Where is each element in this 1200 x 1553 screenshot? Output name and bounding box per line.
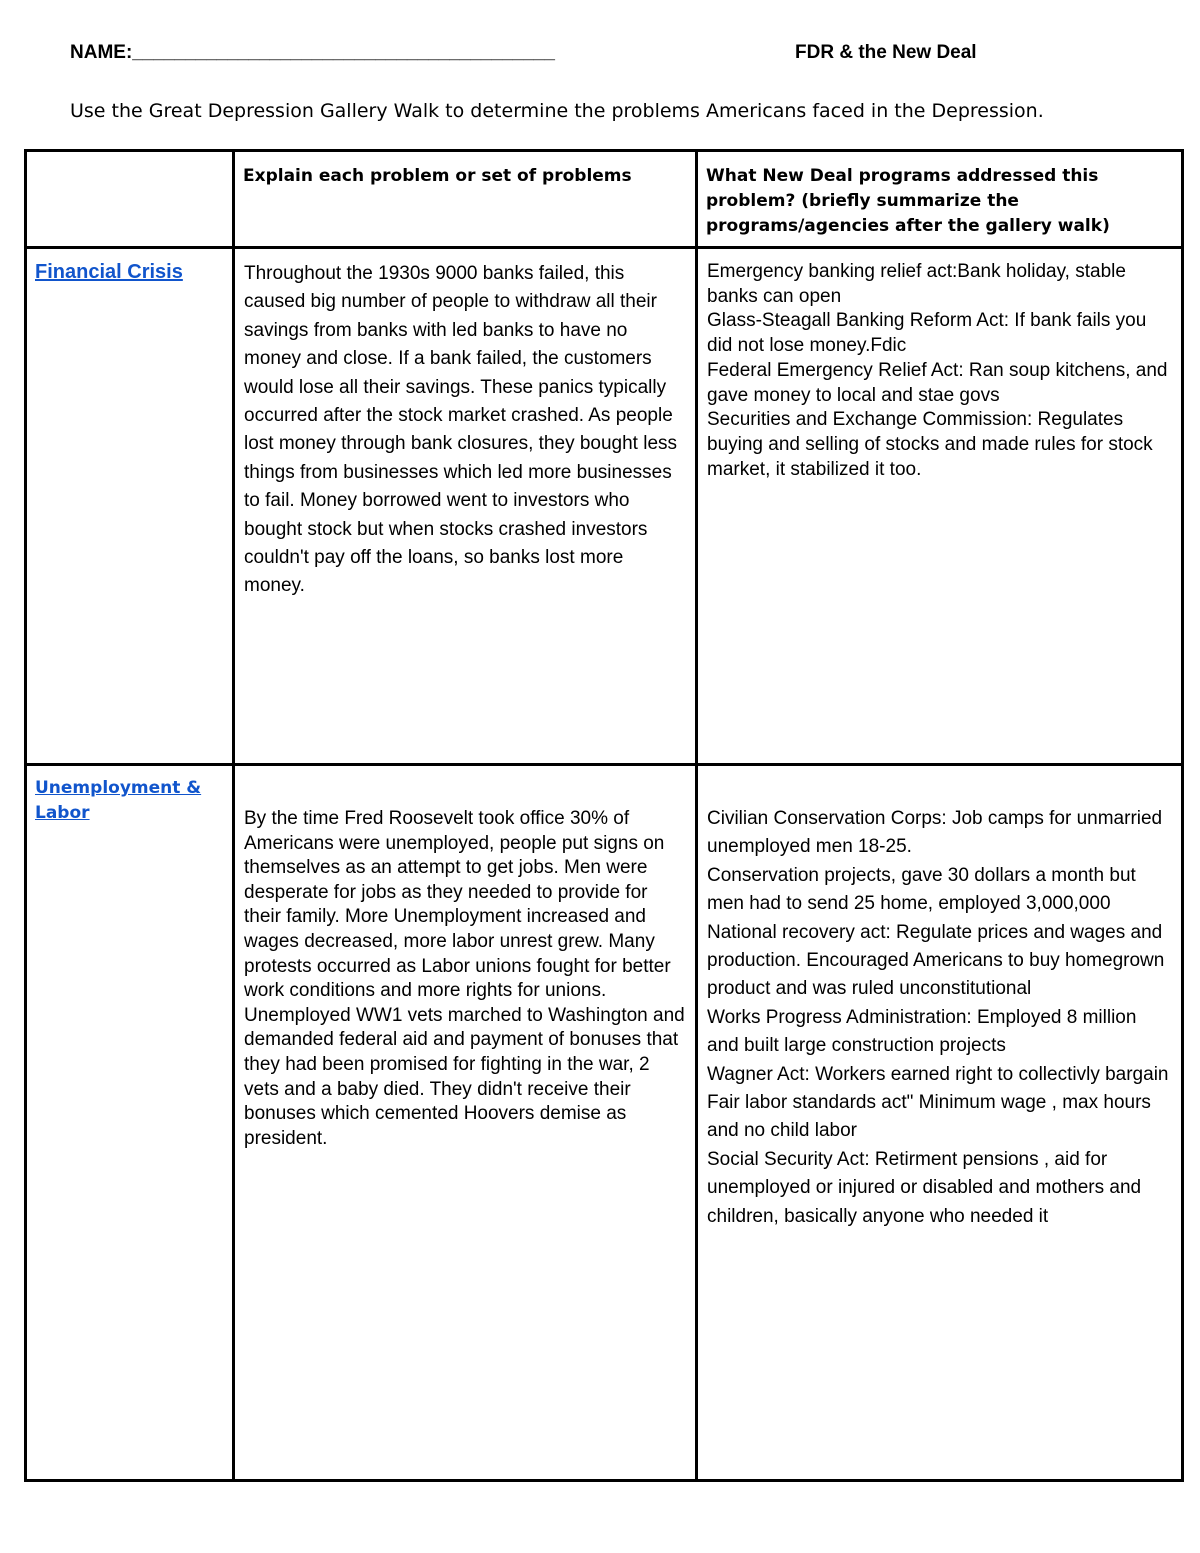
- table-row: [26, 765, 1183, 1481]
- explain-header: Explain each problem or set of problems: [243, 166, 632, 186]
- unemployment-labor-programs: [698, 766, 1181, 1231]
- explanation-cell: [234, 248, 697, 765]
- explanation-cell: [234, 765, 697, 1481]
- program-item: Social Security Act: Retirment pensions , aid for unemployed or injured or disabled and mothers and children, basically anyone who needed it: [707, 1148, 1142, 1227]
- instructions-text: Use the Great Depression Gallery Walk to determine the problems Americans faced in the Depression.: [70, 100, 1044, 122]
- program-item: Securities and Exchange Commission: Regulates buying and selling of stocks and made rules for stock market, it stabilized it too.: [707, 409, 1153, 480]
- program-item: Emergency banking relief act:Bank holiday, stable banks can open: [707, 261, 1126, 307]
- programs-cell: [697, 765, 1183, 1481]
- topic-cell: [26, 765, 234, 1481]
- program-item: Conservation projects, gave 30 dollars a month but men had to send 25 home, employed 3,000,000: [707, 864, 1136, 915]
- topic-cell: [26, 248, 234, 765]
- programs-header: What New Deal programs addressed this problem? (briefly summarize the programs/agencies after the gallery walk): [706, 166, 1110, 236]
- financial-crisis-link[interactable]: Financial Crisis: [35, 261, 183, 283]
- program-item: National recovery act: Regulate prices and wages and production. Encouraged Americans to buy homegrown product and was ruled unconstitutional: [707, 921, 1165, 1000]
- table-row: [26, 248, 1183, 765]
- programs-cell: [697, 248, 1183, 765]
- program-item: Works Progress Administration: Employed 8 million and built large construction projects: [707, 1006, 1137, 1057]
- header-cell-explain: [234, 151, 697, 248]
- financial-crisis-explanation: Throughout the 1930s 9000 banks failed, this caused big number of people to withdraw all their savings from banks with led banks to have no money and close. If a bank failed, the customers would lose all their savings. These panics typically occurred after the stock market crashed. As people lost money through bank closures, they bought less things from businesses which led more businesses to fail. Money borrowed went to investors who bought stock but when stocks crashed investors couldn't pay off the loans, so banks lost more money.: [244, 263, 678, 597]
- unemployment-labor-explanation: By the time Fred Roosevelt took office 30% of Americans were unemployed, people put signs on themselves as an attempt to get jobs. Men were desperate for jobs as they needed to provide for their family. More Unemployment increased and wages decreased, more labor unrest grew. Many protests occurred as Labor unions fought for better work conditions and more rights for unions. Unemployed WW1 vets marched to Washington and demanded federal aid and payment of bonuses that they had been promised for fighting in the war, 2 vets and a baby died. They didn't receive their bonuses which cemented Hoovers demise as president.: [244, 808, 685, 1149]
- header-cell-topic: [26, 151, 234, 248]
- table-header-row: [26, 151, 1183, 248]
- worksheet-title: FDR & the New Deal: [795, 42, 977, 63]
- name-field-label: NAME:________________________________________: [70, 42, 555, 63]
- financial-crisis-programs: [698, 249, 1181, 482]
- header-cell-programs: [697, 151, 1183, 248]
- program-item: Federal Emergency Relief Act: Ran soup kitchens, and gave money to local and stae govs: [707, 359, 1168, 406]
- program-item: Civilian Conservation Corps: Job camps for unmarried unemployed men 18-25.: [707, 808, 1163, 858]
- problems-table: [24, 149, 1184, 1482]
- unemployment-labor-link[interactable]: Unemployment & Labor: [35, 778, 202, 823]
- program-item: Wagner Act: Workers earned right to collectivly bargain: [707, 1063, 1169, 1085]
- program-item: Glass-Steagall Banking Reform Act: If bank fails you did not lose money.Fdic: [707, 310, 1147, 357]
- program-item: Fair labor standards act" Minimum wage , max hours and no child labor: [707, 1092, 1151, 1142]
